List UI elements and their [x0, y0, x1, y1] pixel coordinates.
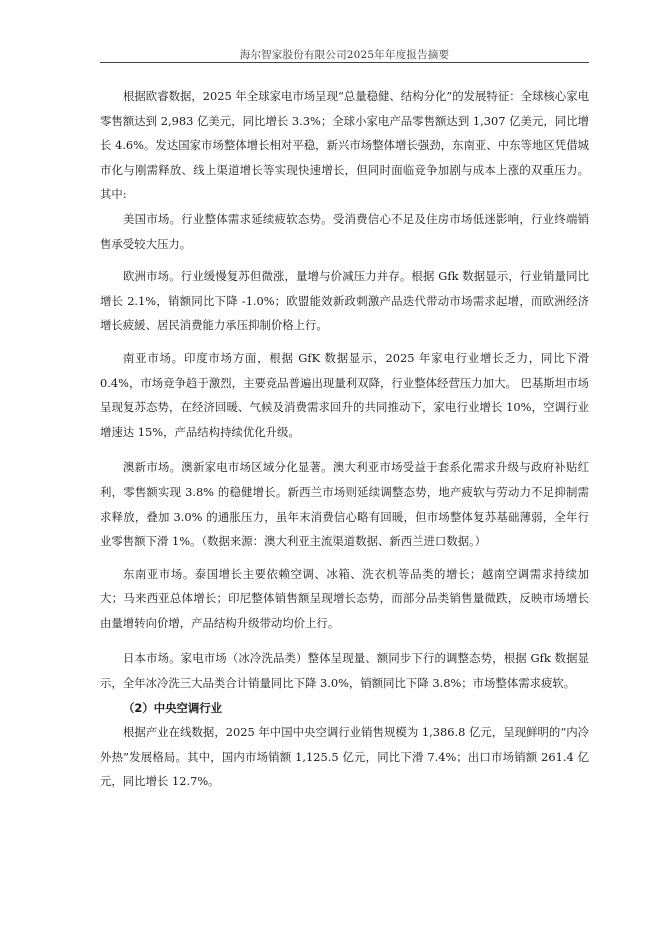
section-heading-central-ac: （2）中央空调行业	[123, 700, 223, 715]
us-market-paragraph: 美国市场。行业整体需求延续疲软态势。受消费信心不足及住房市场低迷影响，行业终端销售承受较大压力。	[100, 211, 589, 251]
header-divider	[100, 62, 589, 63]
southeast-asia-market-paragraph: 东南亚市场。泰国增长主要依赖空调、冰箱、洗衣机等品类的增长；越南空调需求持续加大；马来西亚总体增长；印尼整体销售额呈现增长态势，而部分品类销售量微跌，反映市场增长由量增转向价增，产品结构升级带动均价上行。	[100, 566, 589, 630]
central-ac-paragraph: 根据产业在线数据，2025 年中国中央空调行业销售规模为 1,386.8 亿元，呈现鲜明的“内冷外热”发展格局。其中，国内市场销额 1,125.5 亿元，同比下滑 7.4%；出口市场销额 261.4 亿元，同比增长 12.7%。	[100, 725, 589, 789]
south-asia-market-paragraph: 南亚市场。印度市场方面，根据 GfK 数据显示，2025 年家电行业增长乏力，同比下滑 0.4%，市场竞争趋于激烈，主要竞品普遍出现量利双降，行业整体经营压力加大。 巴基斯坦市场呈现复苏态势，在经济回暖、气候及消费需求回升的共同推动下，家电行业增长 10%，空调行业增速达 15%，产品结构持续优化升级。	[100, 350, 589, 439]
europe-market-paragraph: 欧洲市场。行业缓慢复苏但微涨，量增与价减压力并存。根据 Gfk 数据显示，行业销量同比增长 2.1%，销额同比下降 -1.0%；欧盟能效新政刺激产品迭代带动市场需求起增，而欧洲经济增长疲緩、居民消费能力承压抑制价格上行。	[100, 269, 589, 333]
japan-market-paragraph: 日本市场。家电市场（冰冷洗品类）整体呈现量、额同步下行的调整态势，根据 Gfk 数据显示，全年冰冷洗三大品类合计销量同比下降 3.0%，销额同比下降 3.8%；市场整体需求疲软。	[100, 651, 589, 691]
australia-nz-market-paragraph: 澳新市场。澳新家电市场区域分化显著。澳大利亚市场受益于套系化需求升级与政府补贴红利，零售额实现 3.8% 的稳健增长。新西兰市场则延续调整态势，地产疲软与劳动力不足抑制需求释放，叠加 3.0% 的通胀压力，虽年末消费信心略有回暖，但市场整体复苏基础薄弱，全年行业零售额下滑 1%。（数据来源：澳大利亚主流渠道数据、新西兰进口数据。）	[100, 460, 589, 549]
page-header: 海尔智家股份有限公司2025年年度报告摘要	[239, 49, 450, 61]
report-body	[100, 84, 589, 794]
global-market-paragraph: 根据欧睿数据，2025 年全球家电市场呈现“总量稳健、结构分化”的发展特征：全球核心家电零售额达到 2,983 亿美元，同比增长 3.3%；全球小家电产品零售额达到 1,307 亿美元，同比增长 4.6%。发达国家市场整体增长相对平稳，新兴市场整体增长强劲，东南亚、中东等地区凭借城市化与刚需释放、线上渠道增长等实现快速增长，但同时面临竞争加剧与成本上涨的双重压力。其中:	[100, 89, 589, 202]
